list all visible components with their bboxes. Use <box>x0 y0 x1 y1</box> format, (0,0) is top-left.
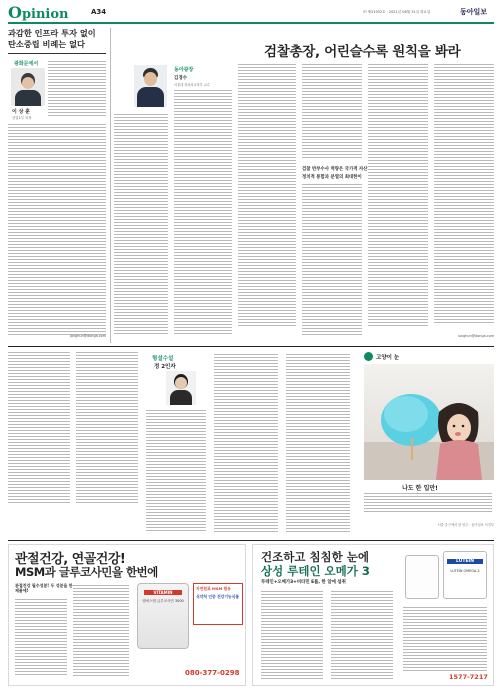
book-column-col-1 <box>146 410 206 533</box>
section-tag: 동아광장 <box>174 67 194 73</box>
editorial-col-0 <box>114 114 168 336</box>
ad-left-text-2 <box>73 585 129 678</box>
ad-left-callout-2: 식약처 인증 건강기능식품 <box>196 594 239 599</box>
upper-section-rule <box>8 346 494 347</box>
cotton-candy-photo <box>364 364 494 480</box>
left-body-text <box>8 124 106 337</box>
ad-left-headline-1: 관절건강, 연골건강! <box>15 552 126 567</box>
editorial-author-role: 서울대 정치외교학부 교수 <box>174 83 210 87</box>
intro-paragraph <box>48 61 106 118</box>
book-column-col-2 <box>214 354 278 534</box>
photo-caption-title: 나도 한 입만! <box>402 485 438 492</box>
header-rule <box>8 22 494 24</box>
ad-left[interactable] <box>8 544 246 686</box>
photo-credit: 서울 중구에서 한 양주 · 동아일보 사진부 <box>437 523 494 527</box>
ad-left-text-1 <box>15 599 67 677</box>
book-column-label: 형설수설 <box>152 356 174 362</box>
ad-section-rule <box>8 540 494 541</box>
book-column <box>144 350 354 536</box>
ad-right-text-3 <box>403 607 487 673</box>
issue-meta: ㈜ 제31932호 · 2021년 08월 31일 화요일 <box>363 10 431 14</box>
ad-right-text-2 <box>331 591 393 681</box>
masthead: 동아일보 <box>460 8 488 16</box>
left-headline-2: 탄소중립 비례는 없다 <box>8 39 85 49</box>
author-avatar <box>11 68 45 106</box>
author-role: 산업1부 차장 <box>12 116 32 120</box>
editorial-subhead-1: 검찰 반부수사 역량은 국가적 자산 <box>302 167 368 172</box>
page-number: A34 <box>91 8 107 16</box>
editorial-col-5 <box>434 64 494 325</box>
book-column-col-3 <box>286 354 350 534</box>
ad-left-product-brand: VITAMIN <box>144 590 182 595</box>
ad-left-headline-2: MSM과 글루코사민을 한번에 <box>15 565 158 579</box>
ad-left-product-name: 엠에스엠 글루코사민 3000 <box>142 599 184 603</box>
editorial-email[interactable]: iunghun@donga.com <box>457 334 494 338</box>
middle-col-1 <box>8 352 70 505</box>
ad-right-product-name: LUTEIN OMEGA-3 <box>450 569 480 573</box>
column-label: 광화문에서 <box>14 61 39 67</box>
main-editorial <box>114 28 494 343</box>
editorial-col-2 <box>238 64 296 328</box>
ad-right-tagline: 루테인+오메가3+비타민 E를, 한 알에 섭취 <box>261 580 346 585</box>
editorial-headline: 검찰총장, 어린슬수록 원칙을 봐라 <box>264 44 461 60</box>
editorial-col-3-bottom <box>302 184 362 337</box>
book-column-portrait <box>166 371 196 405</box>
column-divider <box>110 28 111 343</box>
editorial-col-3-top <box>302 64 362 160</box>
section-header <box>8 5 494 21</box>
columnist-photo <box>134 65 167 107</box>
cat-eye-label: 고양이 눈 <box>376 355 400 361</box>
photo-column <box>362 350 494 536</box>
ad-right-phone[interactable]: 1577-7217 <box>449 673 488 681</box>
opinion-logo <box>8 3 68 22</box>
ad-left-phone[interactable]: 080-377-0298 <box>185 669 240 677</box>
opinion-logo-initial: O <box>8 3 22 22</box>
ad-left-callout-box <box>193 583 243 625</box>
left-column <box>8 28 106 343</box>
left-author-email[interactable]: janghun@donga.com <box>69 334 106 338</box>
ad-right-product-brand: LUTEIN <box>447 559 483 564</box>
editorial-author: 김경수 <box>174 76 188 81</box>
photo-column-label <box>364 352 424 362</box>
opinion-logo-rest: pinion <box>21 7 69 22</box>
photo-caption-text <box>364 493 492 514</box>
middle-col-2 <box>76 352 138 505</box>
ad-right-headline-2: 상성 루테인 오메가 3 <box>261 564 370 578</box>
ad-right-headline-1: 건조하고 침침한 눈에 <box>261 550 369 564</box>
ad-right-product <box>403 551 489 601</box>
ad-right-text-1 <box>261 591 323 681</box>
ad-left-product <box>137 583 189 649</box>
editorial-col-1 <box>174 90 232 336</box>
ad-left-subtitle: 관절건강 필수성분! 두 성분을 한 제품에! <box>15 583 73 593</box>
left-headline-1: 과감한 인프라 투자 없이 <box>8 28 96 38</box>
headline-divider <box>8 53 106 54</box>
book-column-author: 정 2인자 <box>154 364 176 370</box>
ad-right[interactable] <box>252 544 494 686</box>
editorial-subhead-2: 정치적 통합과 분열의 최대한이 <box>302 175 362 180</box>
cat-eye-icon <box>364 352 373 361</box>
editorial-col-4 <box>368 64 428 328</box>
author-name: 이 상 훈 <box>12 109 30 115</box>
ad-left-callout-1: 자연원료 MSM 함유 <box>196 586 231 591</box>
